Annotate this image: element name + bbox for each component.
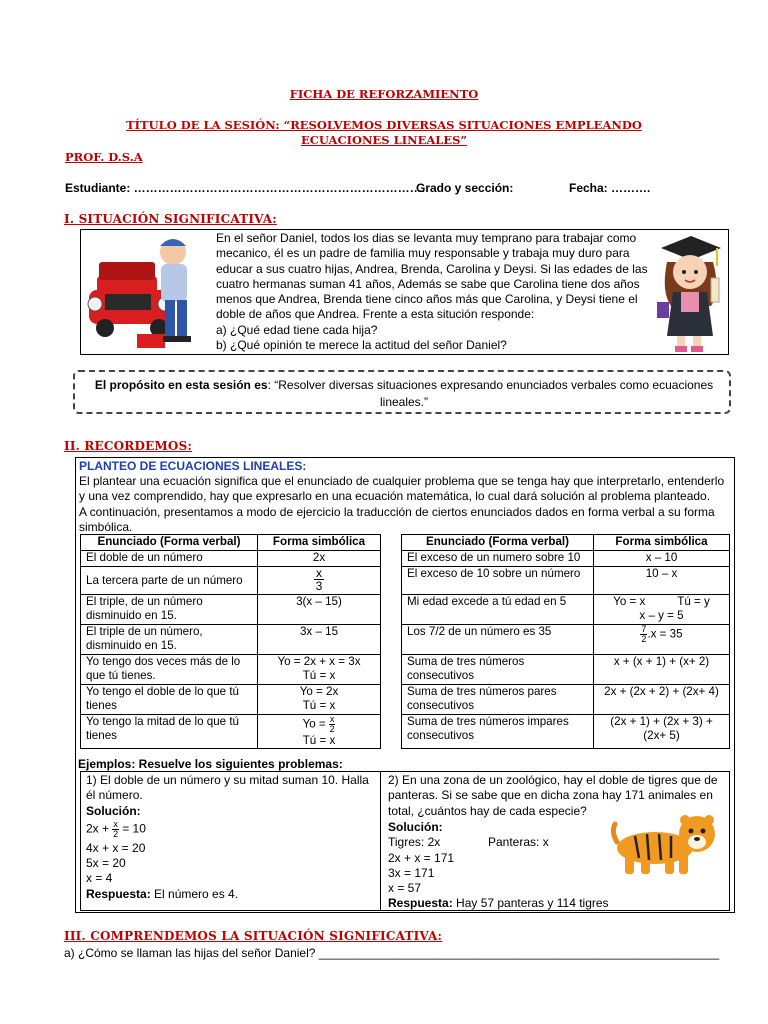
intro-line: simbólica.: [79, 519, 133, 534]
symbolic-cell: [258, 715, 381, 749]
symbolic-cell: [594, 595, 730, 625]
symbolic-cell: [594, 715, 730, 749]
purpose-text-line2: lineales.”: [379, 395, 429, 409]
section2-intro: [79, 474, 734, 535]
section2-subtitle: PLANTEO DE ECUACIONES LINEALES:: [79, 459, 307, 473]
symbolic-cell: [594, 625, 730, 655]
example2-step: x = 57: [388, 881, 422, 895]
situation-line: doble de años que Andrea. Frente a esta situción responde:: [216, 307, 535, 322]
example2-panthers: Panteras: x: [488, 835, 549, 849]
step-part: = 10: [118, 821, 146, 836]
answer-text: El número es 4.: [150, 887, 239, 901]
fraction-denominator: 2: [329, 724, 335, 734]
example1-step: x = 4: [86, 871, 113, 885]
situation-box: [80, 229, 729, 355]
verbal-cell: El triple, de un número disminuido en 15.: [81, 595, 258, 625]
translation-table-left: [80, 534, 381, 749]
verbal-cell: La tercera parte de un número: [81, 567, 258, 595]
section3-heading: III. COMPRENDEMOS LA SITUACIÓN SIGNIFICATIVA:: [64, 929, 443, 943]
example2-tigers: Tigres: 2x: [388, 835, 441, 849]
table-row: [81, 567, 381, 595]
answer-label: Respuesta:: [86, 887, 151, 901]
fraction-numerator: 7: [641, 624, 647, 634]
comprehension-question-a: a) ¿Cómo se llaman las hijas del señor Daniel? ____________________________________________________________: [64, 946, 720, 960]
verbal-cell: El exceso de 10 sobre un número: [402, 567, 594, 595]
symbolic-suffix: .x = 35: [647, 627, 683, 641]
verbal-cell: Yo tengo el doble de lo que tú tienes: [81, 685, 258, 715]
symbolic-line: Yo = x Tú = y: [613, 595, 710, 608]
session-title-line1: TÍTULO DE LA SESIÓN: “RESOLVEMOS DIVERSAS SITUACIONES EMPLEANDO: [126, 118, 642, 132]
fraction: [314, 567, 324, 592]
situation-text: [216, 231, 656, 353]
symbolic-line: x – y = 5: [639, 609, 684, 622]
example2-step: 3x = 171: [388, 866, 435, 880]
grade-field: Grado y sección:: [416, 181, 514, 195]
tiger-illustration: [609, 812, 721, 880]
page-title: FICHA DE REFORZAMIENTO: [289, 87, 479, 101]
verbal-cell: El exceso de un numero sobre 10: [402, 551, 594, 567]
symbolic-line: Yo = 2x: [299, 685, 339, 698]
fraction-denominator: 2: [641, 634, 647, 644]
teacher-name: PROF. D.S.A: [65, 150, 143, 164]
fraction-denominator: 3: [315, 579, 323, 593]
symbolic-cell: 10 – x: [594, 567, 730, 595]
table-row: [81, 715, 381, 749]
fraction-denominator: 2: [113, 829, 119, 839]
section1-heading: I. SITUACIÓN SIGNIFICATIVA:: [64, 212, 277, 226]
table-row: [402, 685, 730, 715]
example1-answer: [86, 887, 238, 902]
question-a: a) ¿Qué edad tiene cada hija?: [216, 322, 378, 337]
answer-text: Hay 57 panteras y 114 tigres: [452, 896, 609, 910]
verbal-cell: Mi edad excede a tú edad en 5: [402, 595, 594, 625]
purpose-text: [89, 378, 719, 393]
example2-step: 2x + x = 171: [388, 851, 455, 865]
situation-line: menos que Andrea, Brenda tiene cinco años más que Carolina, y Deysi tiene el: [216, 292, 638, 307]
purpose-label: El propósito en esta sesión es: [94, 378, 268, 392]
table-row: [402, 715, 730, 749]
student-field: Estudiante: ……………………………………………………………….: [65, 181, 426, 195]
purpose-statement: : “Resolver diversas situaciones expresando enunciados verbales como ecuaciones: [267, 378, 714, 392]
section2-heading: II. RECORDEMOS:: [64, 439, 193, 453]
intro-line: y una vez comprendido, hay que expresarlo en una ecuación matemática, lo cual dará solución al problema planteado.: [79, 489, 711, 504]
symbolic-cell: x + (x + 1) + (x+ 2): [594, 655, 730, 685]
symbolic-cell: 3x – 15: [258, 625, 381, 655]
table-row: [81, 595, 381, 625]
symbolic-cell: [258, 655, 381, 685]
fraction-numerator: x: [113, 819, 118, 829]
translation-table-right: [401, 534, 730, 749]
example1-solution-label: Solución:: [86, 804, 141, 818]
example2-problem: 2) En una zona de un zoológico, hay el doble de tigres que de panteras. Si se sabe que en dicha zona hay 171 animales en total, ¿cuántos hay de cada especie?: [388, 773, 718, 818]
verbal-cell: Suma de tres números impares consecutivos: [402, 715, 594, 749]
symbolic-prefix: Yo =: [302, 717, 329, 731]
example1-problem: 1) El doble de un número y su mitad suman 10. Halla él número.: [86, 773, 369, 803]
table-row: [81, 625, 381, 655]
example1-step: 4x + x = 20: [86, 841, 146, 855]
example1-step: 5x = 20: [86, 856, 126, 870]
situation-line: educar a sus cuatro hijas, Andrea, Brenda, Carolina y Deysi. Si las edades de las: [216, 261, 648, 276]
answer-label: Respuesta:: [388, 896, 453, 910]
symbolic-line: Tú = x: [302, 669, 336, 682]
fraction-numerator: x: [316, 566, 322, 580]
question-b: b) ¿Qué opinión te merece la actitud del señor Daniel?: [216, 338, 507, 353]
fraction: [329, 715, 336, 734]
verbal-cell: El triple de un número, disminuido en 15.: [81, 625, 258, 655]
example2-answer: [388, 896, 609, 911]
symbolic-cell: 2x + (2x + 2) + (2x+ 4): [594, 685, 730, 715]
intro-line: A continuación, presentamos a modo de ejercicio la traducción de ciertos enunciados dados en forma verbal a su forma: [79, 504, 715, 519]
verbal-cell: Los 7/2 de un número es 35: [402, 625, 594, 655]
example2-box: [381, 771, 730, 911]
verbal-cell: Yo tengo la mitad de lo que tú tienes: [81, 715, 258, 749]
table-row: [402, 625, 730, 655]
symbolic-cell: [258, 567, 381, 595]
fraction-numerator: x: [329, 714, 335, 724]
graduate-girl-illustration: [651, 232, 727, 354]
situation-line: mecanico, él es un padre de familia muy responsable y trabaja muy duro para: [216, 246, 630, 261]
table-row: [402, 655, 730, 685]
symbolic-line: Tú = x: [302, 734, 336, 747]
table-row: [402, 567, 730, 595]
date-field: Fecha: ……….: [569, 181, 651, 195]
verbal-cell: Yo tengo dos veces más de lo que tú tienes.: [81, 655, 258, 685]
table-row: [402, 595, 730, 625]
symbolic-cell: x – 10: [594, 551, 730, 567]
column-header-symbolic: Forma simbólica: [594, 535, 730, 551]
step-part: 2x +: [86, 821, 113, 836]
column-header-verbal: Enunciado (Forma verbal): [81, 535, 258, 551]
table-row: [81, 551, 381, 567]
situation-line: cuatro hermanas suman 41 años, Además se sabe que Carolina tiene dos años: [216, 276, 640, 291]
symbolic-line: Tú = x: [302, 699, 336, 712]
table-row: [402, 551, 730, 567]
verbal-cell: Suma de tres números pares consecutivos: [402, 685, 594, 715]
example2-solution-label: Solución:: [388, 820, 443, 834]
symbolic-line: (2x + 1) + (2x + 3) +: [610, 715, 713, 728]
column-header-verbal: Enunciado (Forma verbal): [402, 535, 594, 551]
example1-box: [80, 771, 381, 911]
examples-title: Ejemplos: Resuelve los siguientes problemas:: [78, 757, 343, 771]
symbolic-line: Yo = 2x + x = 3x: [277, 655, 361, 668]
situation-line: En el señor Daniel, todos los dias se levanta muy temprano para trabajar como: [216, 231, 637, 245]
symbolic-line: [263, 715, 375, 734]
example1-step1: [86, 820, 146, 839]
symbolic-cell: 3(x – 15): [258, 595, 381, 625]
intro-line: El plantear una ecuación significa que el enunciado de cualquier problema que se tenga hay que interpretarlo, entenderlo: [79, 474, 725, 488]
mechanic-illustration: [85, 232, 203, 354]
symbolic-line: (2x+ 5): [643, 729, 680, 742]
purpose-box: [73, 370, 731, 414]
verbal-cell: Suma de tres números consecutivos: [402, 655, 594, 685]
table-row: [81, 655, 381, 685]
symbolic-cell: 2x: [258, 551, 381, 567]
table-row: [81, 685, 381, 715]
symbolic-cell: [258, 685, 381, 715]
column-header-symbolic: Forma simbólica: [258, 535, 381, 551]
verbal-cell: El doble de un número: [81, 551, 258, 567]
session-title-line2: ECUACIONES LINEALES”: [300, 133, 468, 147]
